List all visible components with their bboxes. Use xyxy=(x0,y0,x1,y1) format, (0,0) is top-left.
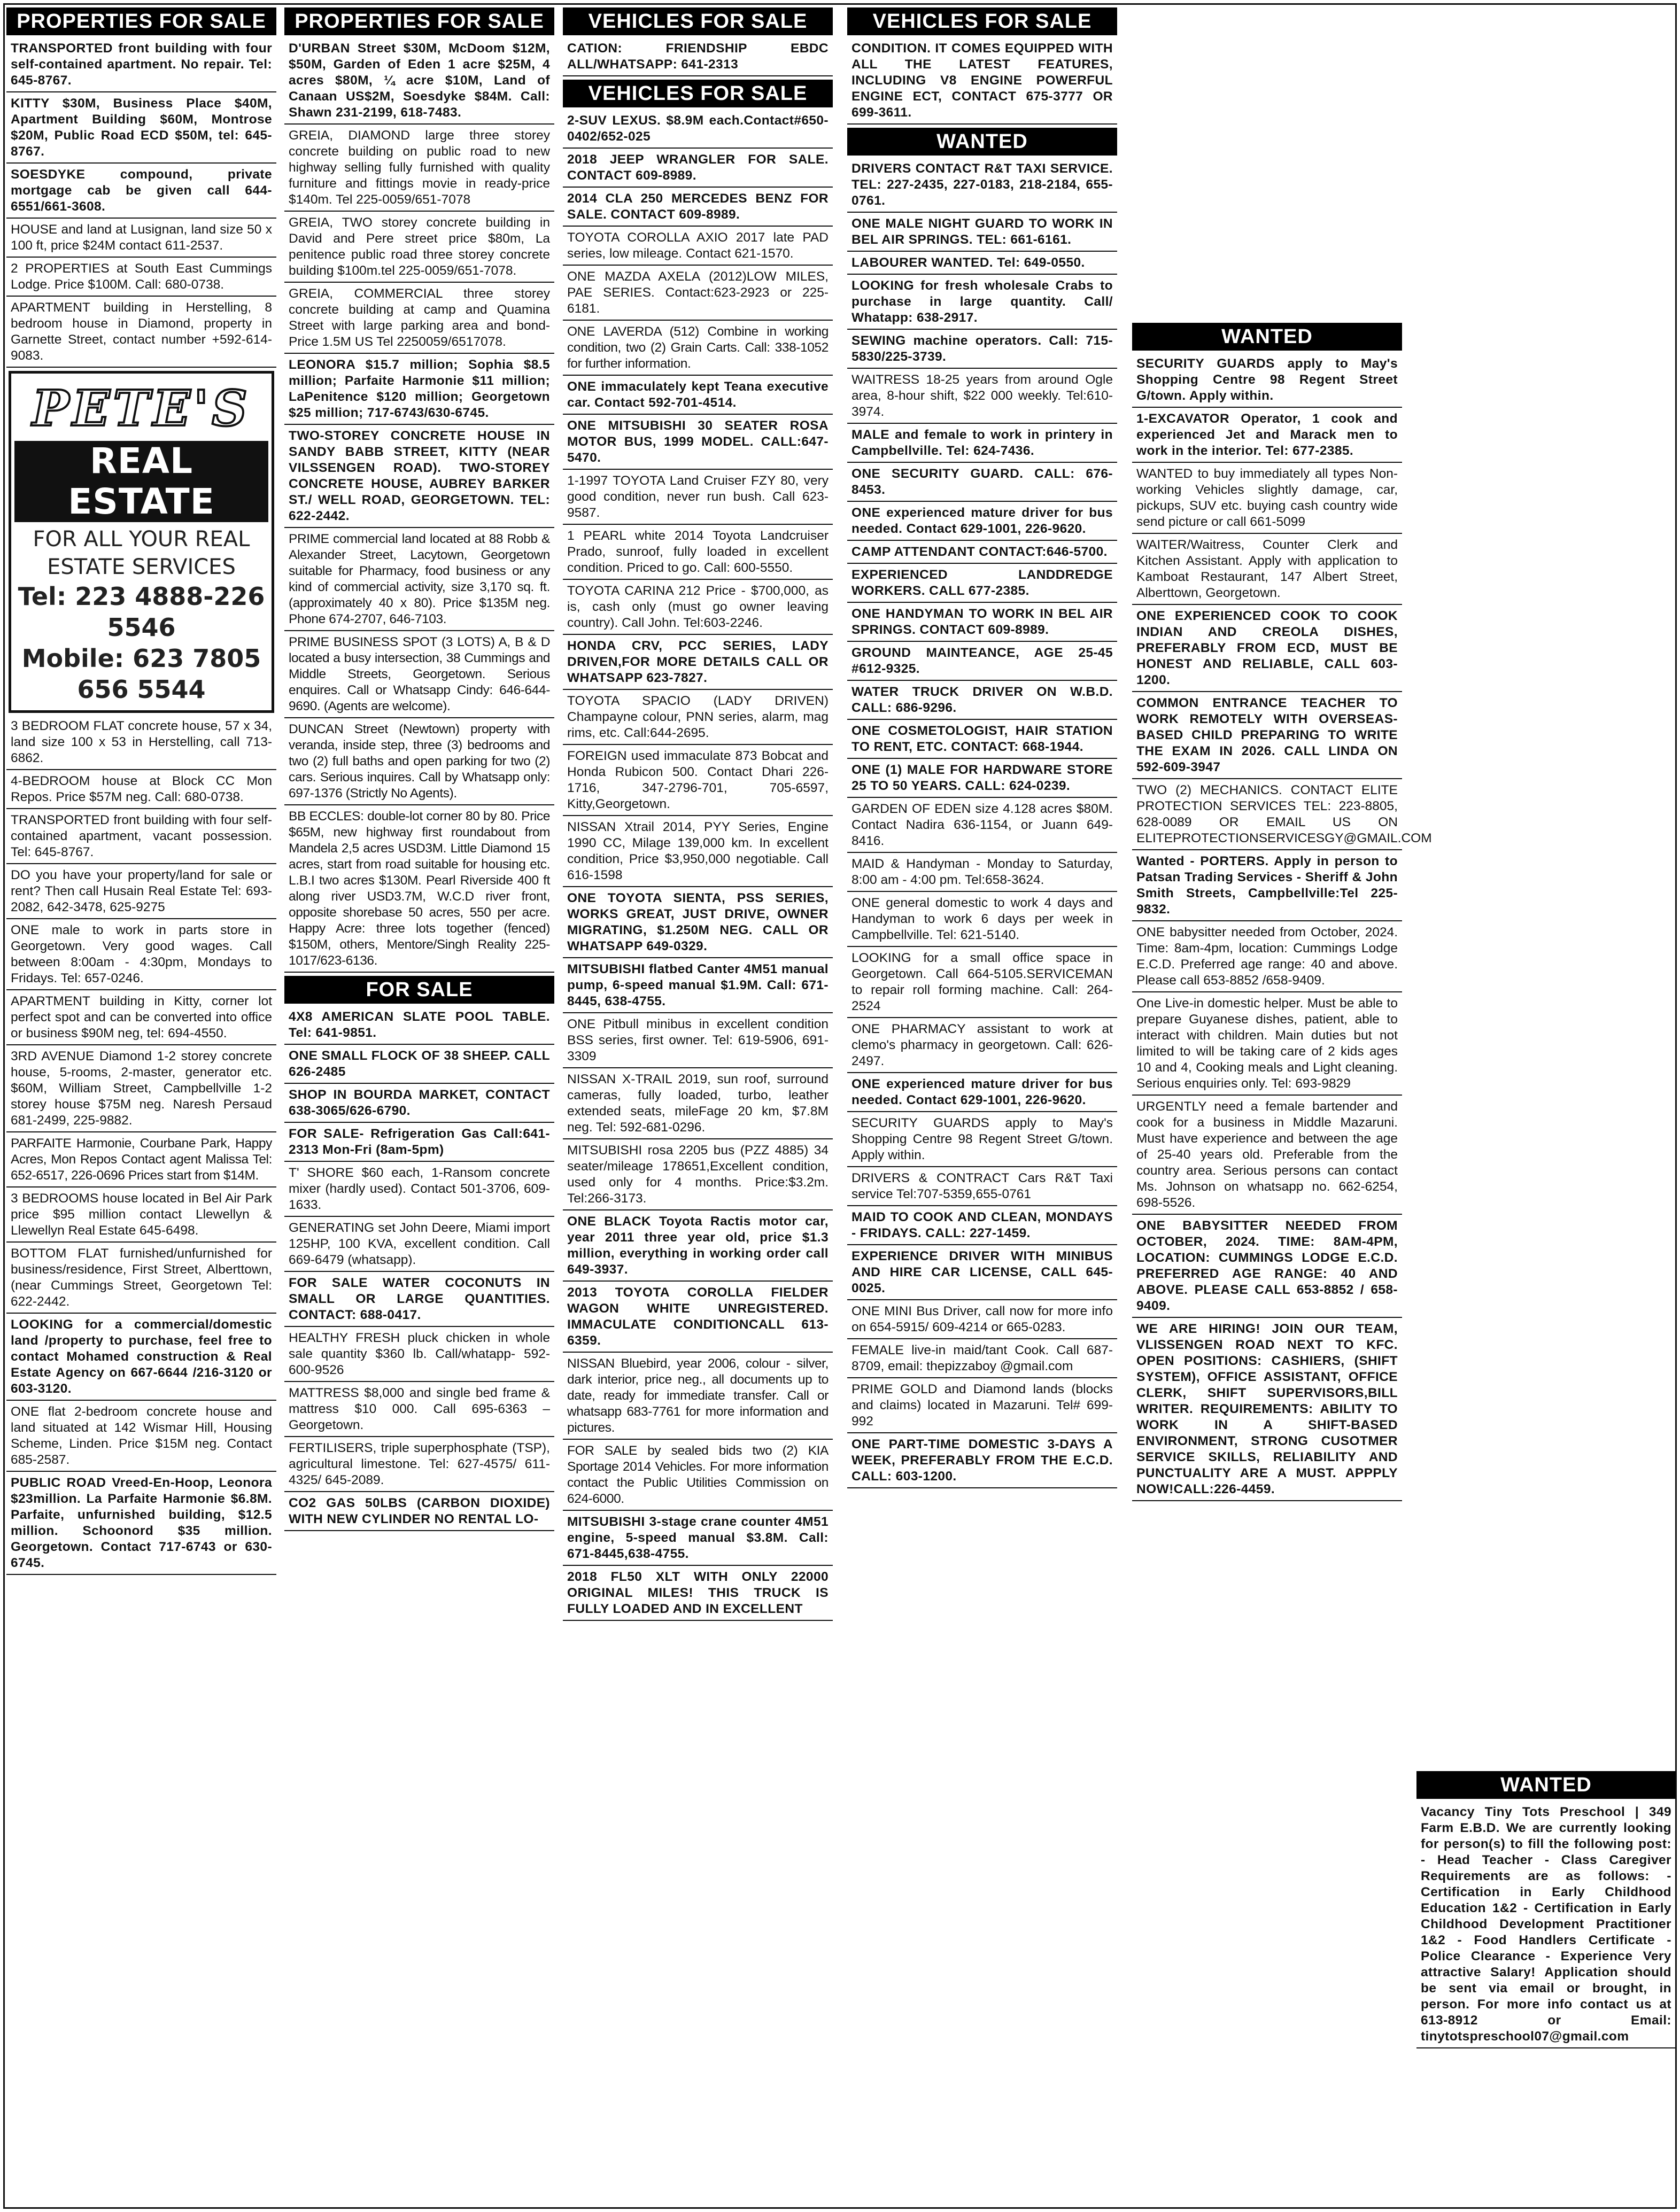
classified-ad: D'URBAN Street $30M, McDoom $12M, $50M, Garden of Eden 1 acre $25M, 4 acres $80M, ¼ acre $10M, Land of Canaan US$2M, Soesdyke $84M. Call: Shawn 231-2199, 618-7483. xyxy=(284,41,554,125)
classified-ad: WAITER/Waitress, Counter Clerk and Kitchen Assistant. Apply with application to Kamboat Restaurant, 147 Albert Street, Alberttown, Georgetown. xyxy=(1132,537,1402,605)
classified-ad: GROUND MAINTEANCE, AGE 25-45 #612-9325. xyxy=(847,645,1117,681)
ad-list xyxy=(1132,356,1432,1501)
classified-ad: HOUSE and land at Lusignan, land size 50 x 100 ft, price $24M contact 611-2537. xyxy=(6,222,276,258)
classified-ad: ONE experienced mature driver for bus needed. Contact 629-1001, 226-9620. xyxy=(847,505,1117,541)
logo-mobile: Mobile: 623 7805 656 5544 xyxy=(21,644,261,704)
classified-ad: 2 PROPERTIES at South East Cummings Lodge. Price $100M. Call: 680-0738. xyxy=(6,261,276,297)
classified-ad: FOREIGN used immaculate 873 Bobcat and Honda Rubicon 500. Contact Dhari 226-1716, 347-2796-701, 705-6597, Kitty,Georgetown. xyxy=(563,748,833,816)
classified-ad: ONE TOYOTA SIENTA, PSS SERIES, WORKS GREAT, JUST DRIVE, OWNER MIGRATING, $1.250M NEG. CALL OR WHATSAPP 649-0329. xyxy=(563,890,833,958)
classified-ad: COMMON ENTRANCE TEACHER TO WORK REMOTELY WITH OVERSEAS-BASED CHILD PREPARING TO WRITE THE EXAM IN 2026. CALL LINDA ON 592-609-3947 xyxy=(1132,695,1402,779)
classified-ad: WANTED to buy immediately all types Non-working Vehicles slightly damage, car, pickups, SUV etc. buying cash country wide send picture or call 661-5099 xyxy=(1132,466,1402,534)
classified-ad: 2018 FL50 XLT WITH ONLY 22000 ORIGINAL MILES! THIS TRUCK IS FULLY LOADED AND IN EXCELLENT xyxy=(563,1569,833,1621)
classified-ad: SEWING machine operators. Call: 715-5830/225-3739. xyxy=(847,333,1117,369)
classified-ad: SECURITY GUARDS apply to May's Shopping Centre 98 Regent Street G/town. Apply within. xyxy=(847,1115,1117,1167)
classified-ad: SECURITY GUARDS apply to May's Shopping Centre 98 Regent Street G/town. Apply within. xyxy=(1132,356,1402,408)
classified-ad: MATTRESS $8,000 and single bed frame & mattress $10 000. Call 695-6363 – Georgetown. xyxy=(284,1385,554,1437)
continued-ad: CATION: FRIENDSHIP EBDC ALL/WHATSAPP: 641-2313 xyxy=(563,41,833,76)
column-5 xyxy=(1132,7,1432,2205)
classified-ad: FERTILISERS, triple superphosphate (TSP), agricultural limestone. Tel: 627-4575/ 611-4325/ 645-2089. xyxy=(284,1440,554,1492)
section-header: VEHICLES FOR SALE xyxy=(847,7,1117,35)
classified-ad: ONE (1) MALE FOR HARDWARE STORE 25 TO 50 YEARS. CALL: 624-0239. xyxy=(847,762,1117,798)
logo-telephone: Tel: 223 4888-226 5546 xyxy=(18,582,265,642)
classified-ad: KITTY $30M, Business Place $40M, Apartment Building $60M, Montrose $20M, Public Road ECD $50M, tel: 645-8767. xyxy=(6,96,276,164)
column-4 xyxy=(847,7,1117,2205)
classified-ad: GENERATING set John Deere, Miami import 125HP, 100 KVA, excellent condition. Call 669-6479 (whatsapp). xyxy=(284,1220,554,1272)
classified-ad: ONE Pitbull minibus in excellent condition BSS series, first owner. Tel: 619-5906, 691-3309 xyxy=(563,1016,833,1068)
classified-ad: FEMALE live-in maid/tant Cook. Call 687-8709, email: thepizzaboy @gmail.com xyxy=(847,1342,1117,1378)
classified-ad: ONE COSMETOLOGIST, HAIR STATION TO RENT, ETC. CONTACT: 668-1944. xyxy=(847,723,1117,759)
ad-list xyxy=(847,161,1117,1488)
classified-ad: MITSUBISHI flatbed Canter 4M51 manual pump, 6-speed manual $1.9M. Call: 671-8445, 638-4755. xyxy=(563,961,833,1013)
classified-ad: ONE male to work in parts store in Georgetown. Very good wages. Call between 8:00am - 4:30pm, Mondays to Fridays. Tel: 657-0246. xyxy=(6,922,276,990)
classified-ad: ONE MITSUBISHI 30 SEATER ROSA MOTOR BUS, 1999 MODEL. CALL:647-5470. xyxy=(563,418,833,470)
column-6 xyxy=(1416,7,1676,2205)
classified-ad: ONE LAVERDA (512) Combine in working condition, two (2) Grain Carts. Call: 338-1052 for further information. xyxy=(563,324,833,376)
classified-ad: BB ECCLES: double-lot corner 80 by 80. Price $65M, new highway first roundabout from Mandela 2,5 acres USD3M. Little Diamond 15 acres, start from road suitable for housing etc. L.B.I two acres $130M. Pearl Riverside 400 ft along river USD3.7M, W.C.D river front, opposite shorebase 50 acres, 550 per acre. Happy Acre: three lots together (fenced) $150M, others, Mentore/Singh Reality 225-1017/623-6136. xyxy=(284,809,554,973)
continued-ad: CONDITION. IT COMES EQUIPPED WITH ALL THE LATEST FEATURES, INCLUDING V8 ENGINE POWERFUL ENGINE ECT, CONTACT 675-3777 OR 699-3611. xyxy=(847,41,1117,125)
blank-space xyxy=(1416,7,1676,1771)
classified-ad: 3RD AVENUE Diamond 1-2 storey concrete house, 5-rooms, 2-master, generator etc. $60M, William Street, Campbellville 1-2 storey house $75M neg. Naresh Persaud 681-2499, 225-9882. xyxy=(6,1049,276,1132)
classified-ad: TOYOTA CARINA 212 Price - $700,000, as is, cash only (must go owner leaving country). Call John. Tel:603-2246. xyxy=(563,583,833,635)
classified-ad: 3 BEDROOM FLAT concrete house, 57 x 34, land size 100 x 53 in Herstelling, call 713-6862. xyxy=(6,718,276,770)
classified-ad: DUNCAN Street (Newtown) property with veranda, inside step, three (3) bedrooms and two (2) full baths and open parking for two (2) cars. Serious inquires. Call by Whatsapp only: 697-1376 (Strictly No Agents). xyxy=(284,721,554,805)
logo-name: PETE'S xyxy=(32,379,251,437)
classified-ad: 4-BEDROOM house at Block CC Mon Repos. Price $57M neg. Call: 680-0738. xyxy=(6,773,276,809)
classified-ad: 2013 TOYOTA COROLLA FIELDER WAGON WHITE UNREGISTERED. IMMACULATE CONDITIONCALL 613-6359. xyxy=(563,1285,833,1353)
classified-ad: PUBLIC ROAD Vreed-En-Hoop, Leonora $23million. La Parfaite Harmonie $6.8M. Parfaite, unfurnished building, $12.5 million. Schoonord $35 million. Georgetown. Contact 717-6743 or 630-6745. xyxy=(6,1475,276,1575)
ad-list xyxy=(6,718,276,1575)
classified-ad: TRANSPORTED front building with four self-contained apartment. No repair. Tel: 645-8767. xyxy=(6,41,276,92)
classified-ad: Vacancy Tiny Tots Preschool | 349 Farm E.B.D. We are currently looking for person(s) to fill the following post: - Head Teacher - Class Caregiver Requirements are as follows: - Certification in Early Childhood Education 1&2 - Certification in Early Childhood Development Practitioner 1&2 - Food Handlers Certificate - Police Clearance - Experience Very attractive Salary! Application should be sent via email or brought, in person. For more info contact us at 613-8912 or Email: tinytotspreschool07@gmail.com xyxy=(1416,1804,1676,2048)
blank-space xyxy=(1132,7,1402,323)
classified-ad: ONE HANDYMAN TO WORK IN BEL AIR SPRINGS. CONTACT 609-8989. xyxy=(847,606,1117,642)
column-3 xyxy=(563,7,833,2205)
classified-ad: EXPERIENCE DRIVER WITH MINIBUS AND HIRE CAR LICENSE, CALL 645-0025. xyxy=(847,1248,1117,1300)
classified-ad: TWO-STOREY CONCRETE HOUSE IN SANDY BABB STREET, KITTY (NEAR VILSSENGEN ROAD). TWO-STOREY CONCRETE HOUSE, AUBREY BARKER ST./ WELL ROAD, GEORGETOWN. TEL: 622-2442. xyxy=(284,428,554,528)
ad-list xyxy=(6,41,276,368)
classified-ad: 4X8 AMERICAN SLATE POOL TABLE. Tel: 641-9851. xyxy=(284,1009,554,1045)
classified-ad: ONE SMALL FLOCK OF 38 SHEEP. CALL 626-2485 xyxy=(284,1048,554,1084)
column-2 xyxy=(284,7,554,2205)
classified-ad: TRANSPORTED front building with four self-contained apartment, vacant possession. Tel: 645-8767. xyxy=(6,812,276,864)
classified-ad: 2-SUV LEXUS. $8.9M each.Contact#650-0402/652-025 xyxy=(563,113,833,149)
section-header: WANTED xyxy=(1132,323,1402,351)
classified-ad: URGENTLY need a female bartender and cook for a business in Middle Mazaruni. Must have experience and between the age of 25-40 years old. Preferable from the country area. Serious persons can contact Ms. Johnson on whatsapp no. 662-6254, 698-5526. xyxy=(1132,1099,1402,1215)
classified-ad: TOYOTA COROLLA AXIO 2017 late PAD series, low mileage. Contact 621-1570. xyxy=(563,230,833,266)
classified-ad: GREIA, TWO storey concrete building in David and Pere street price $80m, La penitence public road three storey concrete building $100m.tel 225-0059/651-7078. xyxy=(284,215,554,283)
classified-ad: 1-EXCAVATOR Operator, 1 cook and experienced Jet and Marack men to work in the interior. Tel: 677-2385. xyxy=(1132,411,1402,463)
classified-ad: MITSUBISHI 3-stage crane counter 4M51 engine, 5-speed manual $3.8M. Call: 671-8445,638-4755. xyxy=(563,1514,833,1566)
logo-subtitle: REAL ESTATE xyxy=(14,441,268,522)
classified-ad: NISSAN Xtrail 2014, PYY Series, Engine 1990 CC, Milage 139,000 km. In excellent condition, Price $3,950,000 negotiable. Call 616-1598 xyxy=(563,819,833,887)
section-header: PROPERTIES FOR SALE xyxy=(284,7,554,35)
classified-ad: BOTTOM FLAT furnished/unfurnished for business/residence, First Street, Alberttown, (near Cummings Street, Georgetown Tel: 622-2442. xyxy=(6,1246,276,1314)
classified-ad: 3 BEDROOMS house located in Bel Air Park price $95 million contact Llewellyn & Llewellyn Real Estate 645-6498. xyxy=(6,1191,276,1243)
classified-ad: ONE flat 2-bedroom concrete house and land situated at 142 Wismar Hill, Housing Scheme, Linden. Price $15M neg. Contact 685-2587. xyxy=(6,1404,276,1472)
section-header: PROPERTIES FOR SALE xyxy=(6,7,276,35)
classified-ad: APARTMENT building in Kitty, corner lot perfect spot and can be converted into office or business $90M neg, tel: 694-4550. xyxy=(6,994,276,1045)
classified-ad: SHOP IN BOURDA MARKET, CONTACT 638-3065/626-6790. xyxy=(284,1087,554,1123)
classified-ad: CAMP ATTENDANT CONTACT:646-5700. xyxy=(847,544,1117,564)
classified-ad: FOR SALE WATER COCONUTS IN SMALL OR LARGE QUANTITIES. CONTACT: 688-0417. xyxy=(284,1275,554,1327)
classified-ad: LABOURER WANTED. Tel: 649-0550. xyxy=(847,255,1117,275)
classified-ad: ONE SECURITY GUARD. CALL: 676-8453. xyxy=(847,466,1117,502)
classified-ad: T' SHORE $60 each, 1-Ransom concrete mixer (hardly used). Contact 501-3706, 609-1633. xyxy=(284,1165,554,1217)
classified-ad: HONDA CRV, PCC SERIES, LADY DRIVEN,FOR MORE DETAILS CALL OR WHATSAPP 623-7827. xyxy=(563,638,833,690)
classified-ad: ONE experienced mature driver for bus needed. Contact 629-1001, 226-9620. xyxy=(847,1076,1117,1112)
logo-tagline: FOR ALL YOUR REAL ESTATE SERVICES xyxy=(33,527,250,579)
section-header: WANTED xyxy=(847,128,1117,156)
classified-ad: 1 PEARL white 2014 Toyota Landcruiser Prado, sunroof, fully loaded in excellent condition. Priced to go. Call: 600-5550. xyxy=(563,528,833,580)
classified-ad: TOYOTA SPACIO (LADY DRIVEN) Champayne colour, PNN series, alarm, mag rims, etc. Call:644-2695. xyxy=(563,693,833,745)
classified-ad: ONE babysitter needed from October, 2024. Time: 8am-4pm, location: Cummings Lodge E.C.D. Preferred age range: 40 and above. Please call 653-8852 /658-9409. xyxy=(1132,925,1402,992)
classified-ad: WATER TRUCK DRIVER ON W.B.D. CALL: 686-9296. xyxy=(847,684,1117,720)
classified-ad: CO2 GAS 50LBS (CARBON DIOXIDE) WITH NEW CYLINDER NO RENTAL LO- xyxy=(284,1495,554,1531)
classified-ad: ONE MAZDA AXELA (2012)LOW MILES, PAE SERIES. Contact:623-2923 or 225-6181. xyxy=(563,269,833,321)
column-1 xyxy=(6,7,276,2205)
classified-ad: DO you have your property/land for sale or rent? Then call Husain Real Estate Tel: 693-2082, 642-3478, 625-9275 xyxy=(6,867,276,919)
ad-list xyxy=(284,1009,554,1531)
classified-ad: ONE PART-TIME DOMESTIC 3-DAYS A WEEK, PREFERABLY FROM THE E.C.D. CALL: 603-1200. xyxy=(847,1437,1117,1488)
ad-list xyxy=(563,113,833,1621)
classified-ad: GARDEN OF EDEN size 4.128 acres $80M. Contact Nadira 636-1154, or Juann 649-8416. xyxy=(847,801,1117,853)
classified-ad: ONE PHARMACY assistant to work at clemo's pharmacy in georgetown. Call: 626-2497. xyxy=(847,1021,1117,1073)
section-header: VEHICLES FOR SALE xyxy=(563,7,833,35)
classified-ad: One Live-in domestic helper. Must be able to prepare Guyanese dishes, patient, able to interact with children. Main duties but not limited to will be taking care of 2 kids ages 10 and 4, Cooking meals and Light cleaning. Serious enquiries only. Tel: 693-9829 xyxy=(1132,996,1402,1096)
classified-ad: DRIVERS & CONTRACT Cars R&T Taxi service Tel:707-5359,655-0761 xyxy=(847,1170,1117,1206)
classified-ad: ONE MALE NIGHT GUARD TO WORK IN BEL AIR SPRINGS. TEL: 661-6161. xyxy=(847,216,1117,252)
classified-ad: Wanted - PORTERS. Apply in person to Patsan Trading Services - Sheriff & John Smith Streets, Campbellville:Tel 225-9832. xyxy=(1132,853,1402,921)
classified-ad: MALE and female to work in printery in Campbellville. Tel: 624-7436. xyxy=(847,427,1117,463)
classified-ad: MAID & Handyman - Monday to Saturday, 8:00 am - 4:00 pm. Tel:658-3624. xyxy=(847,856,1117,892)
classified-ad: ONE BLACK Toyota Ractis motor car, year 2011 three year old, price $1.3 million, everything in working order call 649-3937. xyxy=(563,1214,833,1282)
classified-ad: 1-1997 TOYOTA Land Cruiser FZY 80, very good condition, never run bush. Call 623-9587. xyxy=(563,473,833,525)
classified-ad: PRIME commercial land located at 88 Robb & Alexander Street, Lacytown, Georgetown suitable for Pharmacy, food business or any kind of commercial activity, size 3,170 sq. ft. (approximately 40 x 80). Price $135M neg. Phone 674-2707, 646-7103. xyxy=(284,531,554,631)
classified-ad: WE ARE HIRING! JOIN OUR TEAM, VLISSENGEN ROAD NEXT TO KFC. OPEN POSITIONS: CASHIERS, (SHIFT SYSTEM), OFFICE ASSISTANT, OFFICE CLERK, SHIFT SUPERVISORS,BILL WRITER. REQUIREMENTS: ABILITY TO WORK IN A SHIFT-BASED ENVIRONMENT, STRONG CUSOTMER SERVICE SKILLS, RELIABILITY AND PUNCTUALITY ARE A MUST. APPPLY NOW!CALL:226-4459. xyxy=(1132,1321,1402,1501)
classified-ad: ONE immaculately kept Teana executive car. Contact 592-701-4514. xyxy=(563,379,833,415)
classified-ad: FOR SALE by sealed bids two (2) KIA Sportage 2014 Vehicles. For more information contact the Public Utilities Commission on 624-6000. xyxy=(563,1443,833,1511)
classified-ad: HEALTHY FRESH pluck chicken in whole sale quantity $360 lb. Call/whatapp- 592-600-9526 xyxy=(284,1330,554,1382)
classified-ad: GREIA, DIAMOND large three storey concrete building on public road to new highway selling fully furnished with quality furniture and fittings movie in ready-price $140m. Tel 225-0059/651-7078 xyxy=(284,128,554,212)
petes-real-estate-logo xyxy=(9,371,274,713)
classified-ad: MAID TO COOK AND CLEAN, MONDAYS - FRIDAYS. CALL: 227-1459. xyxy=(847,1209,1117,1245)
classified-ad: LEONORA $15.7 million; Sophia $8.5 million; Parfaite Harmonie $11 million; LaPenitence $120 million; Georgetown $25 million; 717-6743/630-6745. xyxy=(284,357,554,425)
classified-ad: PRIME GOLD and Diamond lands (blocks and claims) located in Mazaruni. Tel# 699-992 xyxy=(847,1381,1117,1433)
section-header: WANTED xyxy=(1416,1771,1676,1799)
classified-ad: GREIA, COMMERCIAL three storey concrete building at camp and Quamina Street with large parking area and bond-Price 1.5M US Tel 2250059/6517078. xyxy=(284,286,554,354)
classified-ad: ONE MINI Bus Driver, call now for more info on 654-5915/ 609-4214 or 665-0283. xyxy=(847,1303,1117,1339)
classified-ad: PRIME BUSINESS SPOT (3 LOTS) A, B & D located a busy intersection, 38 Cummings and Middle Streets, Georgetown. Serious enquires. Call or Whatsapp Cindy: 646-644-9690. (Agents are welcome). xyxy=(284,634,554,718)
classified-ad: ONE BABYSITTER NEEDED FROM OCTOBER, 2024. TIME: 8AM-4PM, LOCATION: CUMMINGS LODGE E.C.D. PREFERRED AGE RANGE: 40 AND ABOVE. PLEASE CALL 653-8852 / 658-9409. xyxy=(1132,1218,1402,1318)
classified-ad: PARFAITE Harmonie, Courbane Park, Happy Acres, Mon Repos Contact agent Malissa Tel: 652-6517, 226-0696 Prices start from $14M. xyxy=(6,1136,276,1188)
classified-ad: MITSUBISHI rosa 2205 bus (PZZ 4885) 34 seater/mileage 178651,Excellent condition, used only for 4 months. Price:$3.2m. Tel:266-3173. xyxy=(563,1143,833,1210)
classified-ad: TWO (2) MECHANICS. CONTACT ELITE PROTECTION SERVICES TEL: 223-8805, 628-0089 OR EMAIL US ON ELITEPROTECTIONSERVICESGY@GMAIL.COM xyxy=(1132,782,1402,850)
classified-ad: LOOKING for a small office space in Georgetown. Call 664-5105.SERVICEMAN to repair roll forming machine. Call: 264-2524 xyxy=(847,950,1117,1018)
ad-list xyxy=(284,41,554,973)
section-header: FOR SALE xyxy=(284,976,554,1004)
classified-ad: NISSAN X-TRAIL 2019, sun roof, surround cameras, fully loaded, turbo, leather extended seats, mileFage 20 km, $7.8M neg. Tel: 592-681-0296. xyxy=(563,1072,833,1139)
classified-ad: SOESDYKE compound, private mortgage cab be given call 644-6551/661-3608. xyxy=(6,167,276,219)
classified-ad: NISSAN Bluebird, year 2006, colour - silver, dark interior, price neg., all documents up to date, ready for immediate transfer. Call or whatsapp 683-7761 for more information and pictures. xyxy=(563,1356,833,1440)
classified-ad: APARTMENT building in Herstelling, 8 bedroom house in Diamond, property in Garnette Street, contact number +592-614-9083. xyxy=(6,300,276,368)
classified-ad: WAITRESS 18-25 years from around Ogle area, 8-hour shift, $22 000 weekly. Tel:610-3974. xyxy=(847,372,1117,424)
section-header: VEHICLES FOR SALE xyxy=(563,80,833,107)
classified-ad: LOOKING for a commercial/domestic land /property to purchase, feel free to contact Mohamed construction & Real Estate Agency on 667-6644 /216-3120 or 603-3120. xyxy=(6,1317,276,1401)
classified-ad: EXPERIENCED LANDDREDGE WORKERS. CALL 677-2385. xyxy=(847,567,1117,603)
classified-ad: FOR SALE- Refrigeration Gas Call:641-2313 Mon-Fri (8am-5pm) xyxy=(284,1126,554,1162)
classified-ad: 2014 CLA 250 MERCEDES BENZ FOR SALE. CONTACT 609-8989. xyxy=(563,191,833,227)
classified-ad: ONE EXPERIENCED COOK TO COOK INDIAN AND CREOLA DISHES, PREFERABLY FROM ECD, MUST BE HONEST AND RELIABLE, CALL 603-1200. xyxy=(1132,608,1402,692)
classified-ad: 2018 JEEP WRANGLER FOR SALE. CONTACT 609-8989. xyxy=(563,152,833,188)
classified-ad: LOOKING for fresh wholesale Crabs to purchase in large quantity. Call/ Whatapp: 638-2917. xyxy=(847,278,1117,330)
classified-ad: ONE general domestic to work 4 days and Handyman to work 6 days per week in Campbellville. Tel: 621-5140. xyxy=(847,895,1117,947)
ad-list xyxy=(1416,1804,1676,2048)
classified-ad: DRIVERS CONTACT R&T TAXI SERVICE. TEL: 227-2435, 227-0183, 218-2184, 655-0761. xyxy=(847,161,1117,213)
